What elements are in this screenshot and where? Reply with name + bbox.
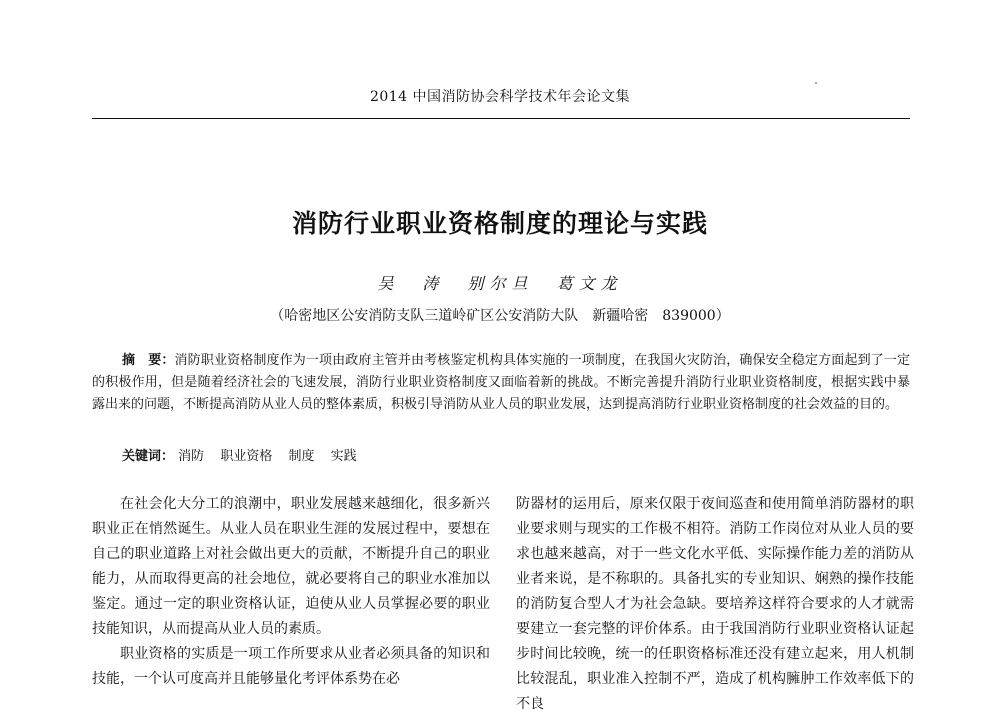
scan-speck	[815, 82, 817, 84]
keyword: 消防	[178, 449, 205, 464]
abstract-text: 消防职业资格制度作为一项由政府主管并由考核鉴定机构具体实施的一项制度，在我国火灾防治，确保安全稳定方面起到了一定的积极作用，但是随着经济社会的飞速发展，消防行业职业资格制度又面临着新的挑战。不断完善提升消防行业职业资格制度，根据实践中暴露出来的问题，不断提高消防从业人员的整体素质，积极引导消防从业人员的职业发展，达到提高消防行业职业资格制度的社会效益的目的。	[92, 353, 910, 412]
article-title: 消防行业职业资格制度的理论与实践	[291, 209, 708, 238]
keyword: 职业资格	[220, 449, 273, 464]
author-name: 吴 涛	[377, 274, 445, 293]
abstract	[92, 350, 910, 416]
body-paragraph: 在社会化大分工的浪潮中，职业发展越来越细化，很多新兴职业正在悄然诞生。从业人员在职业生涯的发展过程中，要想在自己的职业道路上对社会做出更大的贡献，不断提升自己的职业能力，从而取得更高的社会地位，就必要将自己的职业水准加以鉴定。通过一定的职业资格认证，迫使从业人员掌握必要的职业技能知识，从而提高从业人员的素质。	[92, 496, 490, 637]
keywords-label: 关键词：	[122, 449, 175, 464]
abstract-label: 摘 要：	[122, 353, 175, 368]
author-name: 葛文龙	[556, 274, 623, 293]
author-name: 别尔旦	[467, 274, 534, 293]
body-column-right	[516, 492, 914, 717]
body-column-left	[92, 492, 490, 692]
keywords	[122, 446, 912, 468]
author-affiliation: （哈密地区公安消防支队三道岭矿区公安消防大队 新疆哈密 839000）	[270, 308, 730, 324]
body-paragraph: 防器材的运用后，原来仅限于夜间巡查和使用简单消防器材的职业要求则与现实的工作极不相符。消防工作岗位对从业人员的要求也越来越高，对于一些文化水平低、实际操作能力差的消防从业者来说，是不称职的。具备扎实的专业知识、娴熟的操作技能的消防复合型人才为社会急缺。要培养这样符合要求的人才就需要建立一套完整的评价体系。由于我国消防行业职业资格认证起步时间比较晚，统一的任职资格标准还没有建立起来，用人机制比较混乱，职业准入控制不严，造成了机构臃肿工作效率低下的不良	[516, 496, 914, 712]
running-header: 2014 中国消防协会科学技术年会论文集	[369, 89, 631, 105]
header-rule	[92, 118, 910, 119]
keyword: 制度	[288, 449, 315, 464]
keyword: 实践	[330, 449, 357, 464]
body-paragraph: 职业资格的实质是一项工作所要求从业者必须具备的知识和技能，一个认可度高并且能够量化考评体系势在必	[92, 646, 490, 687]
author-list	[0, 271, 1000, 294]
